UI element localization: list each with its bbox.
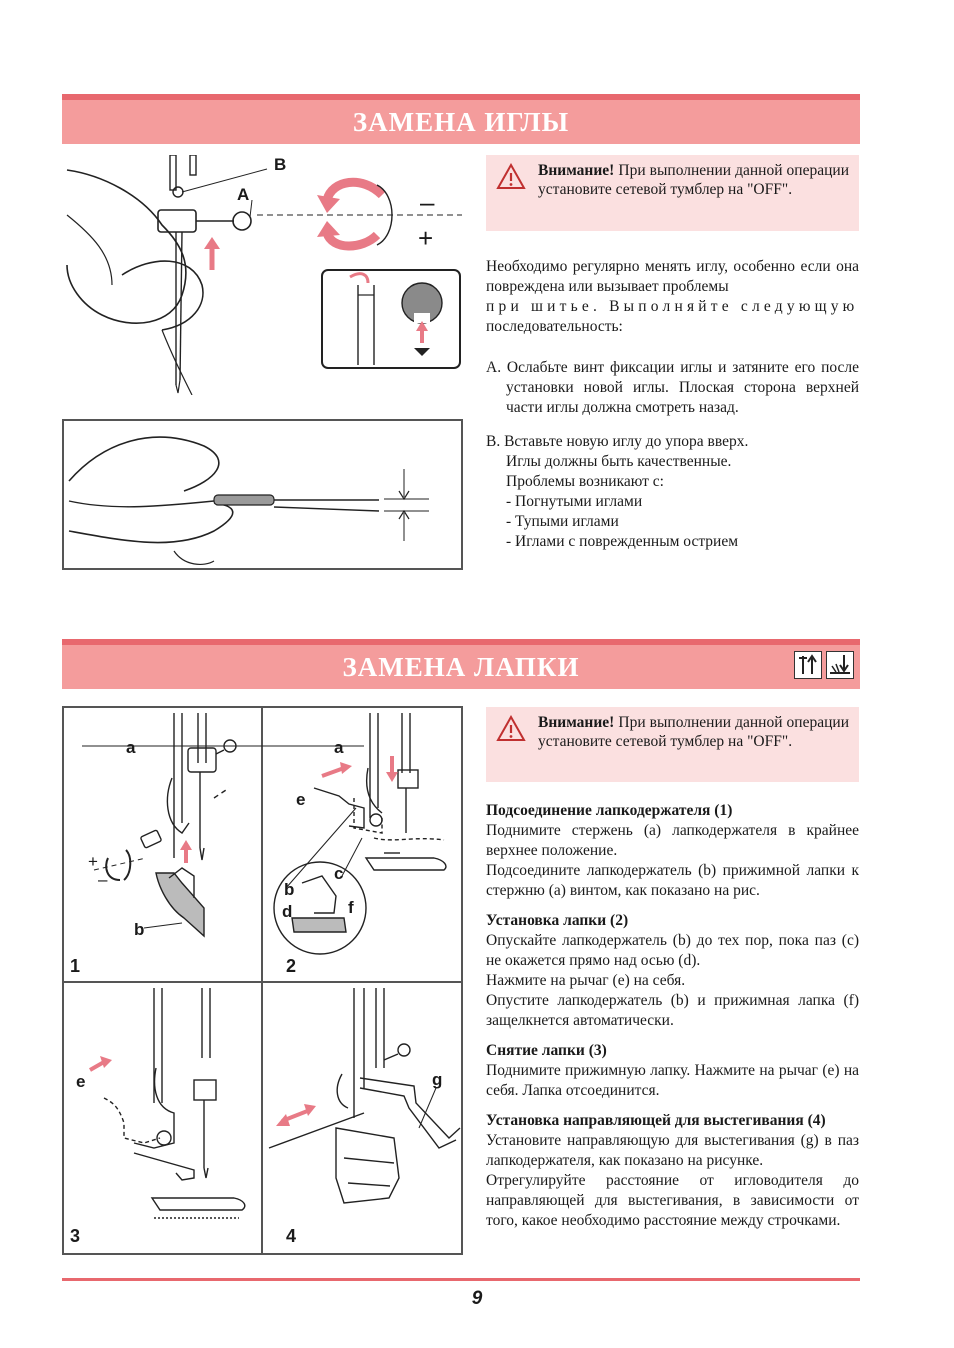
- warning-triangle-icon: [496, 163, 526, 190]
- warning-label: Внимание!: [538, 162, 615, 179]
- section-title: ЗАМЕНА ИГЛЫ: [352, 106, 570, 137]
- block-heading: Установка направляющей для выстегивания (4): [486, 1112, 826, 1129]
- block-attach-holder: [486, 801, 859, 901]
- block-remove-foot: [486, 1041, 859, 1101]
- label-minus: –: [420, 187, 435, 217]
- needle-down-icon: [826, 651, 854, 679]
- panel3-label-e: e: [76, 1072, 86, 1091]
- label-b: B: [274, 155, 287, 174]
- presser-foot-figure-grid: [62, 706, 463, 1255]
- warning-box-presser-foot: [486, 707, 859, 782]
- block-heading: Подсоединение лапкодержателя (1): [486, 802, 733, 819]
- label-plus: +: [418, 223, 434, 253]
- block-heading: Установка лапки (2): [486, 912, 629, 929]
- section-title: ЗАМЕНА ЛАПКИ: [342, 651, 580, 682]
- needle-install-figure: [62, 155, 462, 395]
- intro-line-2: при шитье. Выполняйте следующую: [486, 298, 859, 315]
- intro-line-3: последовательность:: [486, 318, 623, 335]
- panel-2-number: 2: [286, 956, 297, 976]
- needle-step-a: [486, 358, 859, 418]
- panel2-label-a: a: [334, 738, 344, 757]
- panel2-label-f: f: [348, 898, 354, 917]
- warning-label: Внимание!: [538, 714, 615, 731]
- panel-1-number: 1: [70, 956, 81, 976]
- presser-foot-instructions: [486, 801, 859, 1241]
- panel2-label-e: e: [296, 790, 306, 809]
- warning-triangle-icon: [496, 715, 526, 742]
- block-text: Поднимите прижимную лапку. Нажмите на рычаг (e) на себя. Лапка отсоединится.: [486, 1062, 859, 1099]
- warning-box-needle: [486, 155, 859, 231]
- step-b-line-4: - Тупыми иглами: [506, 513, 619, 530]
- block-text-3: Опустите лапкодержатель (b) и прижимная лапка (f) защелкнется автоматически.: [486, 992, 859, 1029]
- panel1-label-minus: –: [98, 870, 108, 889]
- panel1-label-a: a: [126, 738, 136, 757]
- block-text: Опускайте лапкодержатель (b) до тех пор, пока паз (c) не окажется прямо над осью (d).: [486, 932, 859, 969]
- presser-foot-lift-icon: [794, 651, 822, 679]
- panel2-label-c: c: [334, 864, 344, 883]
- section-header-needle: [62, 94, 860, 144]
- step-b-line-5: - Иглами с поврежденным острием: [506, 533, 739, 550]
- panel-4-number: 4: [286, 1226, 297, 1246]
- step-b-line-3: - Погнутыми иглами: [506, 493, 643, 510]
- panel2-label-d: d: [282, 902, 293, 921]
- warning-text: При выполнении данной операции установите сетевой тумблер на "OFF".: [538, 162, 849, 198]
- block-text-2: Отрегулируйте расстояние от игловодителя до направляющей для выстегивания, в зависимости от того, какое необходимо расстояние между строчками.: [486, 1172, 859, 1229]
- block-text-2: Подсоедините лапкодержатель (b) прижимной лапки к стержню (a) винтом, как показано на рис.: [486, 862, 859, 899]
- intro-line-1: Необходимо регулярно менять иглу, особенно если она повреждена или вызывает проблемы: [486, 258, 859, 295]
- block-quilting-guide: [486, 1111, 859, 1231]
- warning-text: При выполнении данной операции установите сетевой тумблер на "OFF".: [538, 714, 849, 750]
- footer-rule: [62, 1278, 860, 1281]
- label-a: A: [237, 185, 250, 204]
- step-a-text: A. Ослабьте винт фиксации иглы и затяните его после установки новой иглы. Плоская сторона верхней части иглы должна смотреть назад.: [486, 359, 859, 416]
- panel-3-number: 3: [70, 1226, 81, 1246]
- block-install-foot: [486, 911, 859, 1031]
- block-text: Поднимите стержень (a) лапкодержателя в крайнее верхнее положение.: [486, 822, 859, 859]
- block-heading: Снятие лапки (3): [486, 1042, 607, 1059]
- page-number: 9: [471, 1288, 483, 1309]
- needle-check-figure: [62, 419, 463, 570]
- panel4-label-g: g: [432, 1070, 443, 1089]
- panel2-label-b: b: [284, 880, 295, 899]
- block-text-2: Нажмите на рычаг (e) на себя.: [486, 972, 686, 989]
- needle-intro: [486, 257, 859, 337]
- needle-step-b: [486, 432, 859, 552]
- panel1-label-b: b: [134, 920, 145, 939]
- section-header-presser-foot: [62, 639, 860, 689]
- step-b-line-2: Проблемы возникают с:: [506, 473, 664, 490]
- block-text: Установите направляющую для выстегивания (g) в паз лапкодержателя, как показано на рисунке.: [486, 1132, 859, 1169]
- panel1-label-plus: +: [88, 852, 98, 871]
- step-b-line-1: Иглы должны быть качественные.: [506, 453, 732, 470]
- step-b-line-0: B. Вставьте новую иглу до упора вверх.: [486, 433, 749, 450]
